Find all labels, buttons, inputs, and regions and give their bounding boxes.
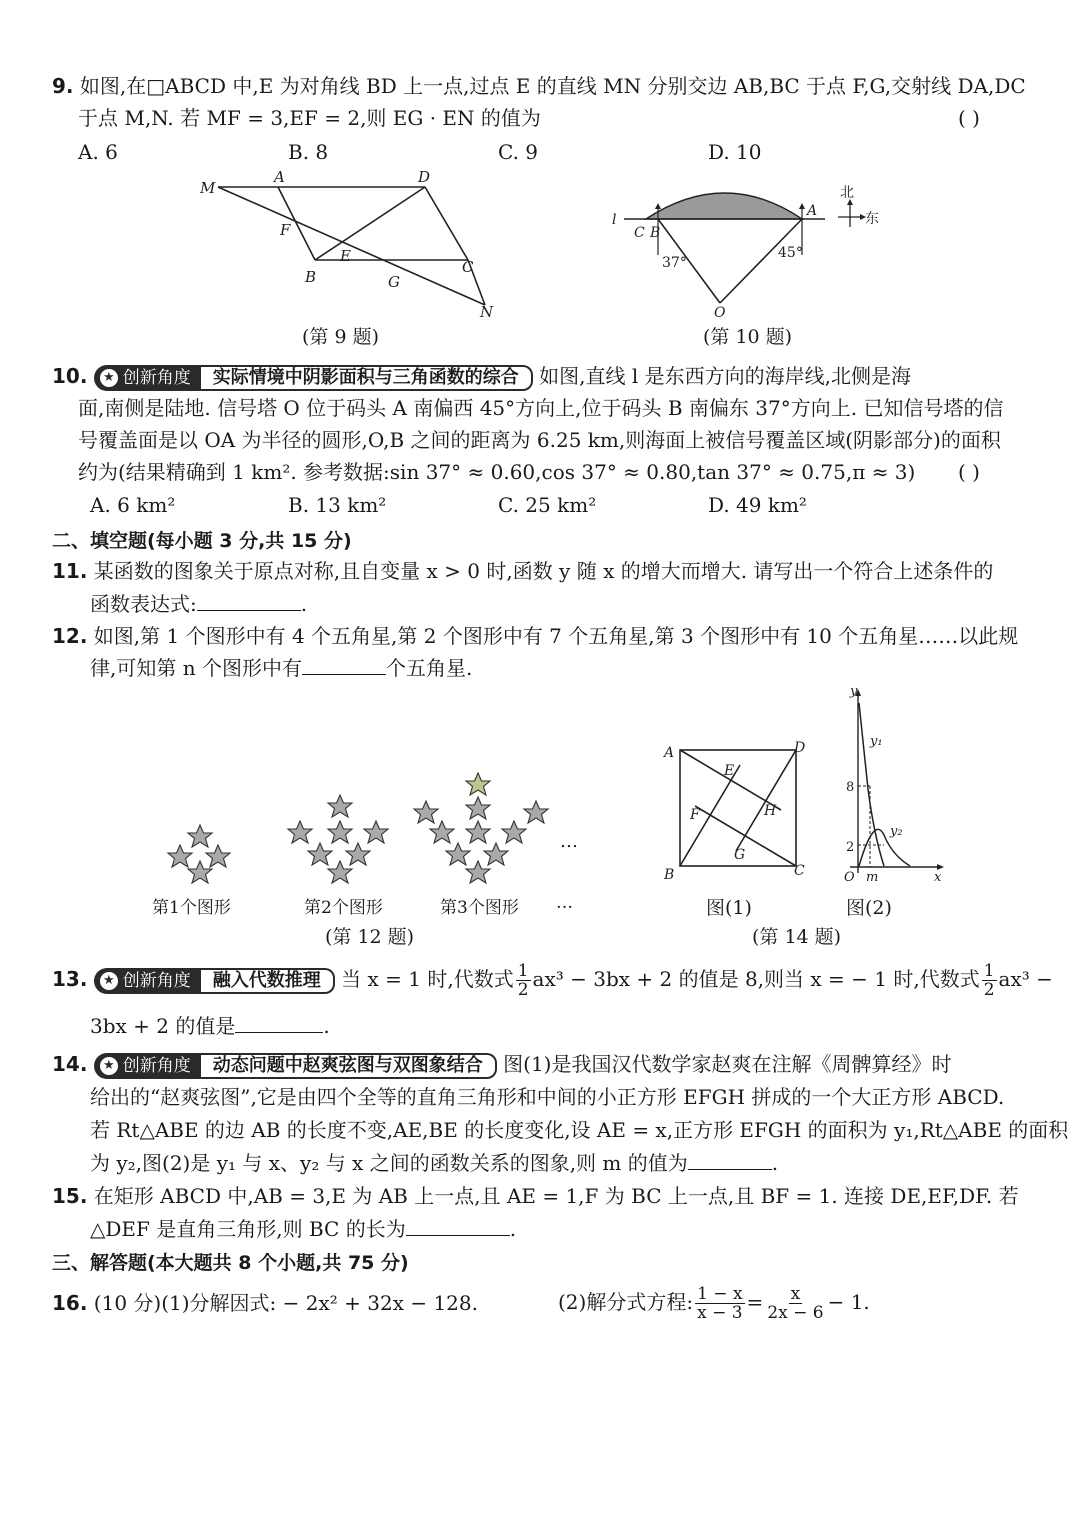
section-3-heading: 三、解答题(本大题共 8 个小题,共 75 分) <box>52 1252 409 1274</box>
q9-label-G: G <box>388 273 400 291</box>
q10-label-C: C <box>634 225 645 241</box>
star-icon <box>466 773 490 795</box>
q10-arrow-A <box>799 203 805 209</box>
q13-end: . <box>323 1014 330 1038</box>
q13-frac2-num: 1 <box>983 961 995 981</box>
q13-frac1-num: 1 <box>517 961 529 981</box>
q14-text-1: 图(1)是我国汉代数学家赵爽在注解《周髀算经》时 <box>503 1052 952 1076</box>
q15-end: . <box>509 1217 517 1241</box>
q9-label-A: A <box>274 168 285 186</box>
q10-compass-north: 北 <box>840 185 854 201</box>
q14-curve-y1 <box>859 703 884 866</box>
star-icon <box>430 821 454 843</box>
q14-axis-y: y <box>850 685 858 699</box>
q16-fraction-2 <box>765 1285 825 1322</box>
q12-line1 <box>52 620 1018 652</box>
q14-number: 14. <box>52 1052 88 1076</box>
q14-badge-right: 动态问题中赵爽弦图与双图象结合 <box>201 1053 497 1079</box>
star-icon <box>446 843 470 865</box>
q12-label-2: 第2个图形 <box>304 898 383 918</box>
q14-line4 <box>90 1147 778 1179</box>
q14-origin: O <box>844 870 855 885</box>
star-icon <box>308 843 332 865</box>
q13-number: 13. <box>52 967 88 991</box>
q16-frac2-num: x <box>790 1284 801 1304</box>
q9-caption: (第 9 题) <box>302 326 379 348</box>
q10-line3: 号覆盖面是以 OA 为半径的圆形,O,B 之间的距离为 6.25 km,则海面上被信号覆盖区域(阴影部分)的面积 <box>78 428 1001 452</box>
q15-text-1: 在矩形 ABCD 中,AB = 3,E 为 AB 上一点,且 AE = 1,F 为 BC 上一点,且 BF = 1. 连接 DE,EF,DF. 若 <box>93 1184 1019 1208</box>
star-icon <box>466 861 490 883</box>
star-icon <box>466 821 490 843</box>
q10-option-c: C. 25 km² <box>498 493 597 517</box>
star-icon <box>188 825 212 847</box>
q13-text-c: ax³ − <box>998 967 1053 991</box>
q16-tail: − 1. <box>827 1290 870 1314</box>
q14-label-C: C <box>794 863 805 879</box>
q14-line3: 若 Rt△ABE 的边 AB 的长度不变,AE,BE 的长度变化,设 AE = x,正方形 EFGH 的面积为 y₁,Rt△ABE 的面积 <box>90 1118 1069 1142</box>
q14-line1 <box>52 1048 952 1080</box>
q14-text-4: 为 y₂,图(2)是 y₁ 与 x、y₂ 与 x 之间的函数关系的图象,则 m 的值为 <box>90 1151 688 1175</box>
q10-badge-left-text: 创新角度 <box>122 367 191 388</box>
q9-label-D: D <box>418 168 431 186</box>
q14-label-y1: y₁ <box>870 734 883 749</box>
q13-text-a: 当 x = 1 时,代数式 <box>341 967 514 991</box>
star-icon: ★ <box>100 369 118 387</box>
q14-line2: 给出的“赵爽弦图”,它是由四个全等的直角三角形和中间的小正方形 EFGH 拼成的一个大正方形 ABCD. <box>90 1085 1005 1109</box>
section-2-heading: 二、填空题(每小题 3 分,共 15 分) <box>52 530 352 552</box>
q10-angle-37: 37° <box>662 255 687 271</box>
q14-badge-left <box>94 1053 201 1079</box>
q10-badge-left <box>94 365 201 391</box>
q14-fig2-label: 图(2) <box>846 897 892 919</box>
q14-figure <box>660 685 950 890</box>
q9-answer-paren: ( ) <box>958 106 980 130</box>
q14-label-E: E <box>724 763 735 779</box>
q10-option-b: B. 13 km² <box>288 493 387 517</box>
q13-badge-right: 融入代数推理 <box>201 968 335 994</box>
q15-answer-blank[interactable] <box>406 1213 510 1236</box>
q11-line1 <box>52 555 993 587</box>
q16-part2-text: (2)解分式方程: <box>558 1290 694 1314</box>
q10-label-B: B <box>650 225 661 241</box>
q16-frac2-den: 2x − 6 <box>767 1303 824 1323</box>
q14-label-m: m <box>866 870 879 885</box>
q16-part1 <box>52 1287 478 1319</box>
q13-line2 <box>90 1010 330 1042</box>
star-icon <box>346 843 370 865</box>
q10-shaded-region <box>646 193 802 219</box>
q10-line-AO <box>720 219 802 303</box>
q13-frac2-den: 2 <box>983 980 995 1000</box>
q9-option-c: C. 9 <box>498 140 539 164</box>
star-icon <box>206 845 230 867</box>
q12-label-3: 第3个图形 <box>440 898 519 918</box>
q9-figure <box>190 165 510 325</box>
q10-badge-right: 实际情境中阴影面积与三角函数的综合 <box>201 365 533 391</box>
q9-option-b: B. 8 <box>288 140 329 164</box>
star-icon <box>328 795 352 817</box>
q9-option-d: D. 10 <box>708 140 762 164</box>
star-icon <box>524 801 548 823</box>
q12-label-1: 第1个图形 <box>152 898 231 918</box>
q15-number: 15. <box>52 1184 88 1208</box>
star-icon <box>328 821 352 843</box>
q15-text-2: △DEF 是直角三角形,则 BC 的长为 <box>90 1217 406 1241</box>
q10-caption: (第 10 题) <box>703 326 793 348</box>
q10-number: 10. <box>52 364 88 388</box>
q12-caption: (第 12 题) <box>325 926 415 948</box>
star-icon: ★ <box>100 972 118 990</box>
q12-pattern-2 <box>288 795 388 883</box>
q16-part1-text: (10 分)(1)分解因式: − 2x² + 32x − 128. <box>93 1291 478 1315</box>
q14-label-y2: y₂ <box>890 824 903 839</box>
q16-fraction-1 <box>695 1285 744 1322</box>
star-icon <box>168 845 192 867</box>
q12-text-1: 如图,第 1 个图形中有 4 个五角星,第 2 个图形中有 7 个五角星,第 3 个图形中有 10 个五角星……以此规 <box>93 624 1019 648</box>
q12-answer-blank[interactable] <box>302 652 386 675</box>
q9-line-DC <box>425 187 468 260</box>
q11-text-1: 某函数的图象关于原点对称,且自变量 x > 0 时,函数 y 随 x 的增大而增大. 请写出一个符合上述条件的 <box>93 559 994 583</box>
q13-frac1-den: 2 <box>517 980 529 1000</box>
q14-label-G: G <box>734 847 746 863</box>
q9-number: 9. <box>52 74 74 98</box>
q16-frac1-num: 1 − x <box>697 1284 743 1304</box>
q12-figure <box>150 765 590 890</box>
q11-text-2: 函数表达式: <box>90 592 197 616</box>
q14-tick-8: 8 <box>846 780 855 795</box>
q11-answer-blank[interactable] <box>197 588 301 611</box>
q16-frac1-den: x − 3 <box>697 1303 743 1323</box>
q12-ellipsis-bottom: … <box>556 893 573 913</box>
q9-label-B: B <box>305 268 317 286</box>
q10-line2: 面,南侧是陆地. 信号塔 O 位于码头 A 南偏西 45°方向上,位于码头 B 南偏东 37°方向上. 已知信号塔的信 <box>78 396 1004 420</box>
q14-label-D: D <box>794 740 806 756</box>
q10-line4: 约为(结果精确到 1 km². 参考数据:sin 37° ≈ 0.60,cos 37° ≈ 0.80,tan 37° ≈ 0.75,π ≈ 3) <box>78 460 916 484</box>
star-icon <box>484 843 508 865</box>
q12-text-2a: 律,可知第 n 个图形中有 <box>90 656 302 680</box>
q10-figure <box>610 175 890 320</box>
q14-label-B: B <box>664 867 675 883</box>
star-icon <box>328 861 352 883</box>
q9-label-N: N <box>480 303 494 321</box>
q10-angle-45: 45° <box>778 245 803 261</box>
q10-arrow-B <box>655 203 661 209</box>
q12-line2 <box>90 652 472 684</box>
q10-compass-east: 东 <box>865 211 879 227</box>
q16-part2 <box>558 1285 870 1322</box>
q9-line1 <box>52 70 1026 102</box>
q13-badge <box>94 968 335 994</box>
q9-label-M: M <box>200 179 216 197</box>
q13-text-b: ax³ − 3bx + 2 的值是 8,则当 x = − 1 时,代数式 <box>532 967 980 991</box>
q11-line2 <box>90 588 307 620</box>
q9-label-F: F <box>280 221 291 239</box>
q13-answer-blank[interactable] <box>235 1010 323 1033</box>
star-icon <box>414 801 438 823</box>
q14-function-graph <box>850 689 944 873</box>
q15-line1 <box>52 1180 1019 1212</box>
q16-number: 16. <box>52 1291 88 1315</box>
q12-number: 12. <box>52 624 88 648</box>
q10-option-d: D. 49 km² <box>708 493 807 517</box>
q10-label-l: l <box>612 212 617 228</box>
q10-badge <box>94 365 533 391</box>
q10-option-a: A. 6 km² <box>90 493 176 517</box>
q9-option-a: A. 6 <box>78 140 118 164</box>
q14-badge <box>94 1053 497 1079</box>
q9-text-1: 如图,在□ABCD 中,E 为对角线 BD 上一点,过点 E 的直线 MN 分别交边 AB,BC 于点 F,G,交射线 DA,DC <box>79 74 1026 98</box>
star-icon <box>288 821 312 843</box>
q10-answer-paren: ( ) <box>958 460 980 484</box>
q13-text-2: 3bx + 2 的值是 <box>90 1014 236 1038</box>
q9-line-BD <box>315 187 425 260</box>
q14-label-F: F <box>690 807 700 823</box>
q14-caption: (第 14 题) <box>752 926 842 948</box>
star-icon <box>466 797 490 819</box>
q14-end: . <box>771 1151 779 1175</box>
q12-pattern-3 <box>414 773 548 883</box>
star-icon <box>502 821 526 843</box>
q14-badge-left-text: 创新角度 <box>122 1055 191 1076</box>
q14-fig1-label: 图(1) <box>706 897 752 919</box>
q12-text-2b: 个五角星. <box>385 656 473 680</box>
q11-end: . <box>300 592 308 616</box>
star-icon <box>188 861 212 883</box>
q9-label-E: E <box>340 247 351 265</box>
q13-line1 <box>52 962 1053 999</box>
q10-compass <box>838 199 866 227</box>
q10-text-1: 如图,直线 l 是东西方向的海岸线,北侧是海 <box>539 364 911 388</box>
q12-ellipsis-top: … <box>560 831 578 852</box>
q14-answer-blank[interactable] <box>688 1147 772 1170</box>
q14-axis-x: x <box>934 870 942 885</box>
q14-label-H: H <box>764 803 777 819</box>
q10-line1 <box>52 360 911 392</box>
q13-fraction-1 <box>516 962 531 999</box>
q10-label-A: A <box>807 203 818 219</box>
q12-pattern-1 <box>168 825 230 883</box>
q16-equals: = <box>746 1290 764 1314</box>
q9-line-MN <box>218 187 485 305</box>
q9-label-C: C <box>462 258 474 276</box>
star-icon <box>364 821 388 843</box>
q10-label-O: O <box>714 305 726 320</box>
q14-label-A: A <box>664 745 675 761</box>
q11-number: 11. <box>52 559 88 583</box>
q13-fraction-2 <box>982 962 997 999</box>
q14-tick-2: 2 <box>846 840 855 855</box>
q15-line2 <box>90 1213 516 1245</box>
q13-badge-left-text: 创新角度 <box>122 970 191 991</box>
q13-badge-left <box>94 968 201 994</box>
q9-line2: 于点 M,N. 若 MF = 3,EF = 2,则 EG · EN 的值为 <box>78 106 541 130</box>
star-icon: ★ <box>100 1057 118 1075</box>
